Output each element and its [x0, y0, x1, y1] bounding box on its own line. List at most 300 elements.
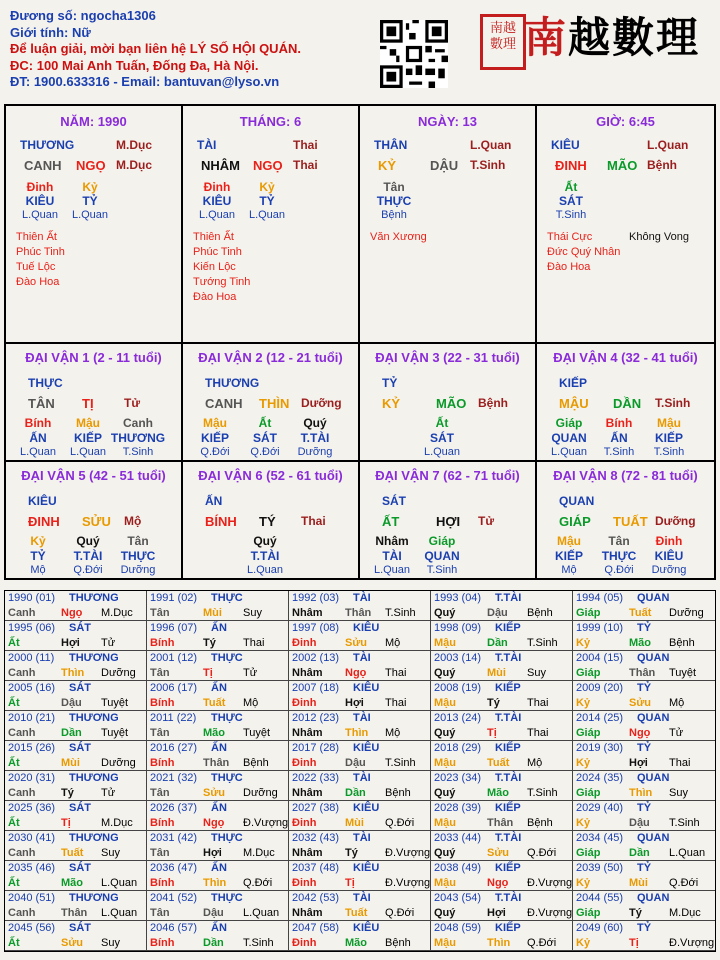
year-stage: M.Dục — [101, 607, 133, 619]
year-stem: Bính — [150, 637, 175, 649]
year-label: 2041 (52) — [150, 892, 198, 904]
year-god: THƯƠNG — [69, 712, 119, 724]
contact-line: Để luận giải, mời bạn liên hệ LÝ SỐ HỘI QUÁN. — [10, 41, 301, 56]
year-stage: Q.Đới — [385, 907, 415, 919]
year-label: 1992 (03) — [292, 592, 340, 604]
year-branch: Dậu — [629, 817, 650, 829]
year-cell — [289, 861, 431, 891]
year-label: 2032 (43) — [292, 832, 340, 844]
year-cell — [289, 711, 431, 741]
year-stem: Kỷ — [576, 637, 591, 649]
year-label: 2023 (34) — [434, 772, 482, 784]
year-branch: Mão — [345, 937, 367, 949]
star-item: Đào Hoa — [16, 276, 60, 288]
dai-van-stem: MẬU — [559, 396, 589, 411]
hidden-god: THỰC — [601, 549, 637, 563]
star-item: Thái Cực — [547, 231, 593, 243]
dai-van-god: KIÊU — [28, 494, 57, 508]
year-stage: Dưỡng — [243, 787, 278, 799]
year-cell — [5, 801, 147, 831]
year-stem: Đinh — [292, 697, 317, 709]
dai-van-cell — [537, 344, 714, 462]
year-branch: Tị — [345, 877, 355, 889]
dai-van-branch: HỢI — [436, 514, 461, 529]
year-god: KIẾP — [495, 622, 521, 634]
year-cell — [147, 861, 289, 891]
year-god: TỶ — [637, 922, 652, 934]
year-stem: Quý — [434, 907, 456, 919]
year-cell — [573, 921, 715, 951]
year-stem: Giáp — [576, 907, 601, 919]
pillar-branch-stage: Bệnh — [647, 158, 677, 172]
year-branch: Dậu — [345, 757, 366, 769]
year-stage: T.Sinh — [669, 817, 700, 829]
year-cell — [5, 921, 147, 951]
year-stage: Mộ — [385, 637, 401, 649]
year-cell — [147, 801, 289, 831]
year-branch: Ngọ — [345, 667, 367, 679]
dai-van-stem: BÍNH — [205, 514, 237, 529]
dai-van-branch: DẦN — [613, 396, 642, 411]
hidden-stage: T.Sinh — [555, 209, 587, 221]
year-stage: Đ.Vượng — [243, 817, 289, 829]
year-stem: Ất — [8, 877, 20, 889]
dai-van-cell — [360, 462, 537, 580]
year-label: 2045 (56) — [8, 922, 56, 934]
pillar-title: NĂM: 1990 — [60, 114, 127, 129]
pillar-god: TÀI — [197, 138, 217, 152]
hidden-god: KIÊU — [654, 549, 684, 563]
hidden-stem: Mậu — [657, 416, 681, 430]
year-stage: T.Sinh — [385, 757, 416, 769]
hidden-stem: Ất — [435, 416, 449, 430]
hidden-stem: Kỷ — [30, 534, 46, 548]
four-pillars-chart — [4, 104, 716, 580]
year-label: 2000 (11) — [8, 652, 55, 664]
year-branch: Dậu — [487, 607, 508, 619]
year-label: 2007 (18) — [292, 682, 340, 694]
year-god: KIẾP — [495, 922, 521, 934]
hidden-stage: T.Sinh — [426, 564, 458, 576]
year-stage: Tuyệt — [101, 697, 129, 709]
star-item: Đào Hoa — [547, 261, 591, 273]
hidden-god: T.TÀI — [73, 549, 103, 563]
year-stem: Mậu — [434, 757, 456, 769]
hidden-stem: Tân — [127, 534, 149, 548]
year-branch: Tý — [203, 637, 216, 649]
year-stage: Q.Đới — [527, 847, 557, 859]
year-stage: T.Sinh — [385, 607, 416, 619]
year-cell — [431, 861, 573, 891]
hidden-stem: Tân — [608, 534, 630, 548]
year-god: KIẾP — [495, 862, 521, 874]
year-god: T.TÀI — [495, 772, 522, 784]
year-cell — [289, 591, 431, 621]
year-stem: Mậu — [434, 637, 456, 649]
year-branch: Mùi — [61, 757, 80, 769]
hidden-stem: Tân — [383, 180, 405, 194]
year-stage: L.Quan — [101, 907, 138, 919]
hidden-stem: Giáp — [555, 416, 583, 430]
year-stage: Tử — [101, 637, 116, 649]
dai-van-title: ĐẠI VẬN 2 (12 - 21 tuổi) — [198, 350, 343, 365]
star-list — [547, 230, 620, 275]
pillar-stem: CANH — [24, 158, 62, 173]
year-stem: Mậu — [434, 937, 456, 949]
year-stem: Kỷ — [576, 817, 591, 829]
year-stem: Tân — [150, 727, 170, 739]
year-branch: Thìn — [203, 877, 227, 889]
year-stem: Giáp — [576, 787, 601, 799]
dai-van-stage: Mộ — [124, 514, 142, 528]
pillar-stem: NHÂM — [201, 158, 240, 173]
dai-van-cell — [183, 344, 360, 462]
hidden-stem: Đinh — [655, 534, 683, 548]
hidden-stage: L.Quan — [248, 209, 286, 221]
dai-van-god: QUAN — [559, 494, 595, 508]
pillar-branch: MÃO — [607, 158, 638, 173]
hidden-stem: Quý — [303, 416, 327, 430]
year-cell — [573, 711, 715, 741]
year-cell — [289, 921, 431, 951]
year-god: TÀI — [353, 652, 371, 664]
year-stage: T.Sinh — [527, 637, 558, 649]
pillar-branch: DẬU — [430, 158, 459, 173]
year-stem: Nhâm — [292, 607, 323, 619]
hidden-god: KIẾP — [200, 431, 229, 445]
hidden-stem: Quý — [253, 534, 277, 548]
year-stem: Nhâm — [292, 847, 323, 859]
owner-line: Đương số: ngocha1306 — [10, 8, 156, 23]
year-stage: Thai — [243, 637, 265, 649]
pillar-stem: ĐINH — [555, 158, 587, 173]
year-stem: Đinh — [292, 757, 317, 769]
year-god: KIẾP — [495, 742, 521, 754]
year-stem: Canh — [8, 667, 36, 679]
hidden-god: TỶ — [30, 549, 46, 563]
year-stage: Mộ — [527, 757, 543, 769]
year-stage: Đ.Vượng — [669, 937, 715, 949]
hidden-stage: L.Quan — [198, 209, 236, 221]
year-stage: Mộ — [669, 697, 685, 709]
year-label: 2038 (49) — [434, 862, 482, 874]
year-god: THỰC — [211, 832, 243, 844]
year-god: THỰC — [211, 712, 243, 724]
year-branch: Mão — [487, 787, 509, 799]
dai-van-stage: Dưỡng — [301, 396, 342, 410]
year-branch: Mùi — [487, 667, 506, 679]
year-stem: Kỷ — [576, 877, 591, 889]
year-god: TỶ — [637, 622, 652, 634]
dai-van-cell — [360, 344, 537, 462]
year-god: THỰC — [211, 652, 243, 664]
dai-van-branch: SỬU — [82, 514, 111, 529]
pillar-branch: NGỌ — [76, 158, 106, 173]
year-label: 1996 (07) — [150, 622, 198, 634]
hidden-stem: Canh — [123, 416, 153, 430]
year-stem: Mậu — [434, 697, 456, 709]
year-branch: Thìn — [61, 667, 85, 679]
year-god: T.TÀI — [495, 832, 522, 844]
dai-van-cell — [537, 462, 714, 580]
year-stem: Giáp — [576, 607, 601, 619]
year-stage: Thai — [669, 757, 691, 769]
hidden-god: ẤN — [29, 431, 47, 445]
year-label: 2046 (57) — [150, 922, 198, 934]
hidden-stage: Dưỡng — [297, 446, 333, 458]
year-stem: Tân — [150, 667, 170, 679]
year-stem: Tân — [150, 847, 170, 859]
star-item: Thiên Ất — [16, 231, 57, 243]
hidden-god: SÁT — [430, 431, 454, 445]
year-cell — [5, 651, 147, 681]
hidden-god: SÁT — [253, 431, 277, 445]
year-label: 2043 (54) — [434, 892, 482, 904]
year-god: TỶ — [637, 802, 652, 814]
dai-van-cell — [6, 462, 183, 580]
year-stage: M.Dục — [669, 907, 701, 919]
year-branch: Hợi — [629, 757, 648, 769]
hidden-stage: L.Quan — [246, 564, 284, 576]
year-cell — [431, 711, 573, 741]
hidden-god: TỶ — [259, 194, 275, 208]
year-stage: Dưỡng — [101, 757, 136, 769]
star-item: Tướng Tinh — [193, 276, 251, 288]
year-stage: L.Quan — [669, 847, 706, 859]
year-label: 2001 (12) — [150, 652, 198, 664]
year-cell — [289, 771, 431, 801]
year-cell — [431, 681, 573, 711]
pillar-title: NGÀY: 13 — [418, 114, 477, 129]
year-stage: Thai — [527, 697, 549, 709]
pillar-god-stage: L.Quan — [470, 138, 512, 152]
year-branch: Sửu — [61, 937, 84, 949]
year-god: QUAN — [637, 652, 670, 664]
year-god: THỰC — [211, 772, 243, 784]
pillar-branch: NGỌ — [253, 158, 283, 173]
year-stage: Bệnh — [527, 607, 553, 619]
dai-van-branch: TỊ — [82, 396, 94, 411]
hidden-stem: Mậu — [203, 416, 227, 430]
year-label: 1999 (10) — [576, 622, 624, 634]
year-label: 2040 (51) — [8, 892, 56, 904]
pillar-title: GIỜ: 6:45 — [596, 114, 655, 129]
seal-stamp-icon: 南越 數理 — [480, 14, 526, 70]
year-stem: Ất — [8, 757, 20, 769]
year-god: T.TÀI — [495, 712, 522, 724]
hidden-stem: Kỷ — [82, 180, 98, 194]
year-label: 2035 (46) — [8, 862, 56, 874]
year-label: 2029 (40) — [576, 802, 624, 814]
year-cell — [431, 741, 573, 771]
year-stage: Bệnh — [527, 817, 553, 829]
year-stem: Quý — [434, 787, 456, 799]
hidden-stage: L.Quan — [69, 446, 107, 458]
year-stage: T.Sinh — [243, 937, 274, 949]
year-label: 2039 (50) — [576, 862, 624, 874]
brand-logo: 南越數理 — [524, 13, 701, 62]
year-branch: Tý — [487, 697, 500, 709]
hidden-god: KIÊU — [202, 194, 232, 208]
year-stem: Đinh — [292, 937, 317, 949]
gender-line: Giới tính: Nữ — [10, 24, 91, 40]
pillar-god-stage: M.Dục — [116, 138, 152, 152]
year-cell — [431, 591, 573, 621]
hidden-god: T.TÀI — [300, 431, 330, 445]
dai-van-branch: TÝ — [259, 514, 276, 529]
year-branch: Hợi — [345, 697, 364, 709]
year-label: 2003 (14) — [434, 652, 482, 664]
year-stem: Giáp — [576, 667, 601, 679]
year-stage: Mộ — [385, 727, 401, 739]
hidden-god: TỶ — [82, 194, 98, 208]
dai-van-stage: Dưỡng — [655, 514, 696, 528]
hidden-stage: T.Sinh — [122, 446, 154, 458]
year-god: TỶ — [637, 862, 652, 874]
year-stem: Canh — [8, 727, 36, 739]
year-cell — [147, 681, 289, 711]
year-stage: Thai — [527, 727, 549, 739]
year-stem: Bính — [150, 877, 175, 889]
dai-van-god: THƯƠNG — [205, 376, 260, 390]
year-branch: Tị — [203, 667, 213, 679]
year-god: KIÊU — [353, 922, 380, 934]
year-label: 2015 (26) — [8, 742, 56, 754]
year-stage: Suy — [527, 667, 546, 679]
year-cell — [147, 891, 289, 921]
year-cell — [5, 891, 147, 921]
year-branch: Sửu — [203, 787, 226, 799]
dai-van-stage: T.Sinh — [655, 396, 691, 410]
year-cell — [573, 861, 715, 891]
year-god: KIÊU — [353, 862, 380, 874]
dai-van-stem: ẤT — [382, 514, 400, 529]
hidden-stage: Dưỡng — [120, 564, 156, 576]
pillar-branch-stage: M.Dục — [116, 158, 152, 172]
year-branch: Dậu — [203, 907, 224, 919]
year-label: 1993 (04) — [434, 592, 482, 604]
year-cell — [573, 831, 715, 861]
hidden-god: ẤN — [610, 431, 628, 445]
year-stage: Đ.Vượng — [385, 877, 431, 889]
year-cell — [147, 651, 289, 681]
hidden-stage: T.Sinh — [603, 446, 635, 458]
year-label: 2025 (36) — [8, 802, 56, 814]
year-cell — [289, 831, 431, 861]
pillar-god: THÂN — [374, 138, 408, 152]
year-cell — [431, 651, 573, 681]
year-cell — [431, 801, 573, 831]
year-branch: Tị — [61, 817, 71, 829]
star-list — [629, 230, 689, 245]
dai-van-title: ĐẠI VẬN 1 (2 - 11 tuổi) — [25, 350, 162, 365]
year-stage: M.Dục — [101, 817, 133, 829]
year-branch: Thìn — [487, 937, 511, 949]
year-god: TÀI — [353, 832, 371, 844]
pillar-god: THƯƠNG — [20, 138, 75, 152]
year-branch: Thân — [345, 607, 372, 619]
year-branch: Sửu — [487, 847, 510, 859]
year-label: 2017 (28) — [292, 742, 340, 754]
year-stage: Suy — [101, 847, 120, 859]
year-branch: Ngọ — [487, 877, 509, 889]
pillar-cell — [537, 106, 714, 344]
year-god: KIẾP — [495, 682, 521, 694]
hidden-stage: Mộ — [561, 564, 577, 576]
hidden-god: THỰC — [120, 549, 156, 563]
hidden-god: THỰC — [376, 194, 412, 208]
year-label: 2034 (45) — [576, 832, 624, 844]
year-god: QUAN — [637, 892, 670, 904]
pillar-cell — [360, 106, 537, 344]
hidden-stage: Dưỡng — [651, 564, 687, 576]
year-branch: Tuất — [61, 847, 84, 859]
star-item: Tuế Lộc — [16, 261, 56, 273]
year-stage: Bệnh — [669, 637, 695, 649]
year-god: ẤN — [211, 622, 227, 634]
year-branch: Tý — [345, 847, 358, 859]
year-stem: Đinh — [292, 637, 317, 649]
pillar-stem: KỶ — [378, 158, 397, 173]
year-god: SÁT — [69, 802, 91, 814]
hidden-stem: Đinh — [203, 180, 231, 194]
pillar-god: KIÊU — [551, 138, 580, 152]
year-stage: Suy — [101, 937, 120, 949]
year-stem: Mậu — [434, 817, 456, 829]
year-god: TÀI — [353, 712, 371, 724]
year-stage: Tuyệt — [101, 727, 129, 739]
year-cell — [289, 801, 431, 831]
year-branch: Hợi — [203, 847, 222, 859]
year-label: 2016 (27) — [150, 742, 198, 754]
year-stem: Canh — [8, 607, 36, 619]
year-stem: Ất — [8, 637, 20, 649]
year-label: 2027 (38) — [292, 802, 340, 814]
year-stage: Tử — [669, 727, 684, 739]
hidden-stage: L.Quan — [71, 209, 109, 221]
dai-van-branch: TUẤT — [613, 514, 648, 529]
hidden-stem: Bính — [24, 416, 52, 430]
year-branch: Ngọ — [61, 607, 83, 619]
year-stem: Canh — [8, 847, 36, 859]
year-label: 1991 (02) — [150, 592, 198, 604]
year-label: 2031 (42) — [150, 832, 198, 844]
year-god: THỰC — [211, 592, 243, 604]
year-stem: Bính — [150, 757, 175, 769]
year-branch: Mão — [629, 637, 651, 649]
year-stem: Tân — [150, 787, 170, 799]
year-stem: Bính — [150, 937, 175, 949]
qr-code-icon — [380, 20, 448, 88]
year-label: 2028 (39) — [434, 802, 482, 814]
year-stem: Quý — [434, 607, 456, 619]
year-label: 2004 (15) — [576, 652, 624, 664]
year-branch: Dần — [487, 637, 508, 649]
year-stage: Bệnh — [385, 937, 411, 949]
year-god: TỶ — [637, 742, 652, 754]
year-branch: Thân — [629, 667, 656, 679]
pillar-branch-stage: T.Sinh — [470, 158, 506, 172]
hidden-stage: Mộ — [30, 564, 46, 576]
year-cell — [573, 591, 715, 621]
year-god: QUAN — [637, 592, 670, 604]
year-cell — [573, 801, 715, 831]
dai-van-title: ĐẠI VẬN 7 (62 - 71 tuổi) — [375, 468, 520, 483]
hidden-stage: Bệnh — [381, 209, 407, 221]
hidden-god: KIẾP — [73, 431, 102, 445]
hidden-stage: L.Quan — [550, 446, 588, 458]
year-label: 2013 (24) — [434, 712, 482, 724]
